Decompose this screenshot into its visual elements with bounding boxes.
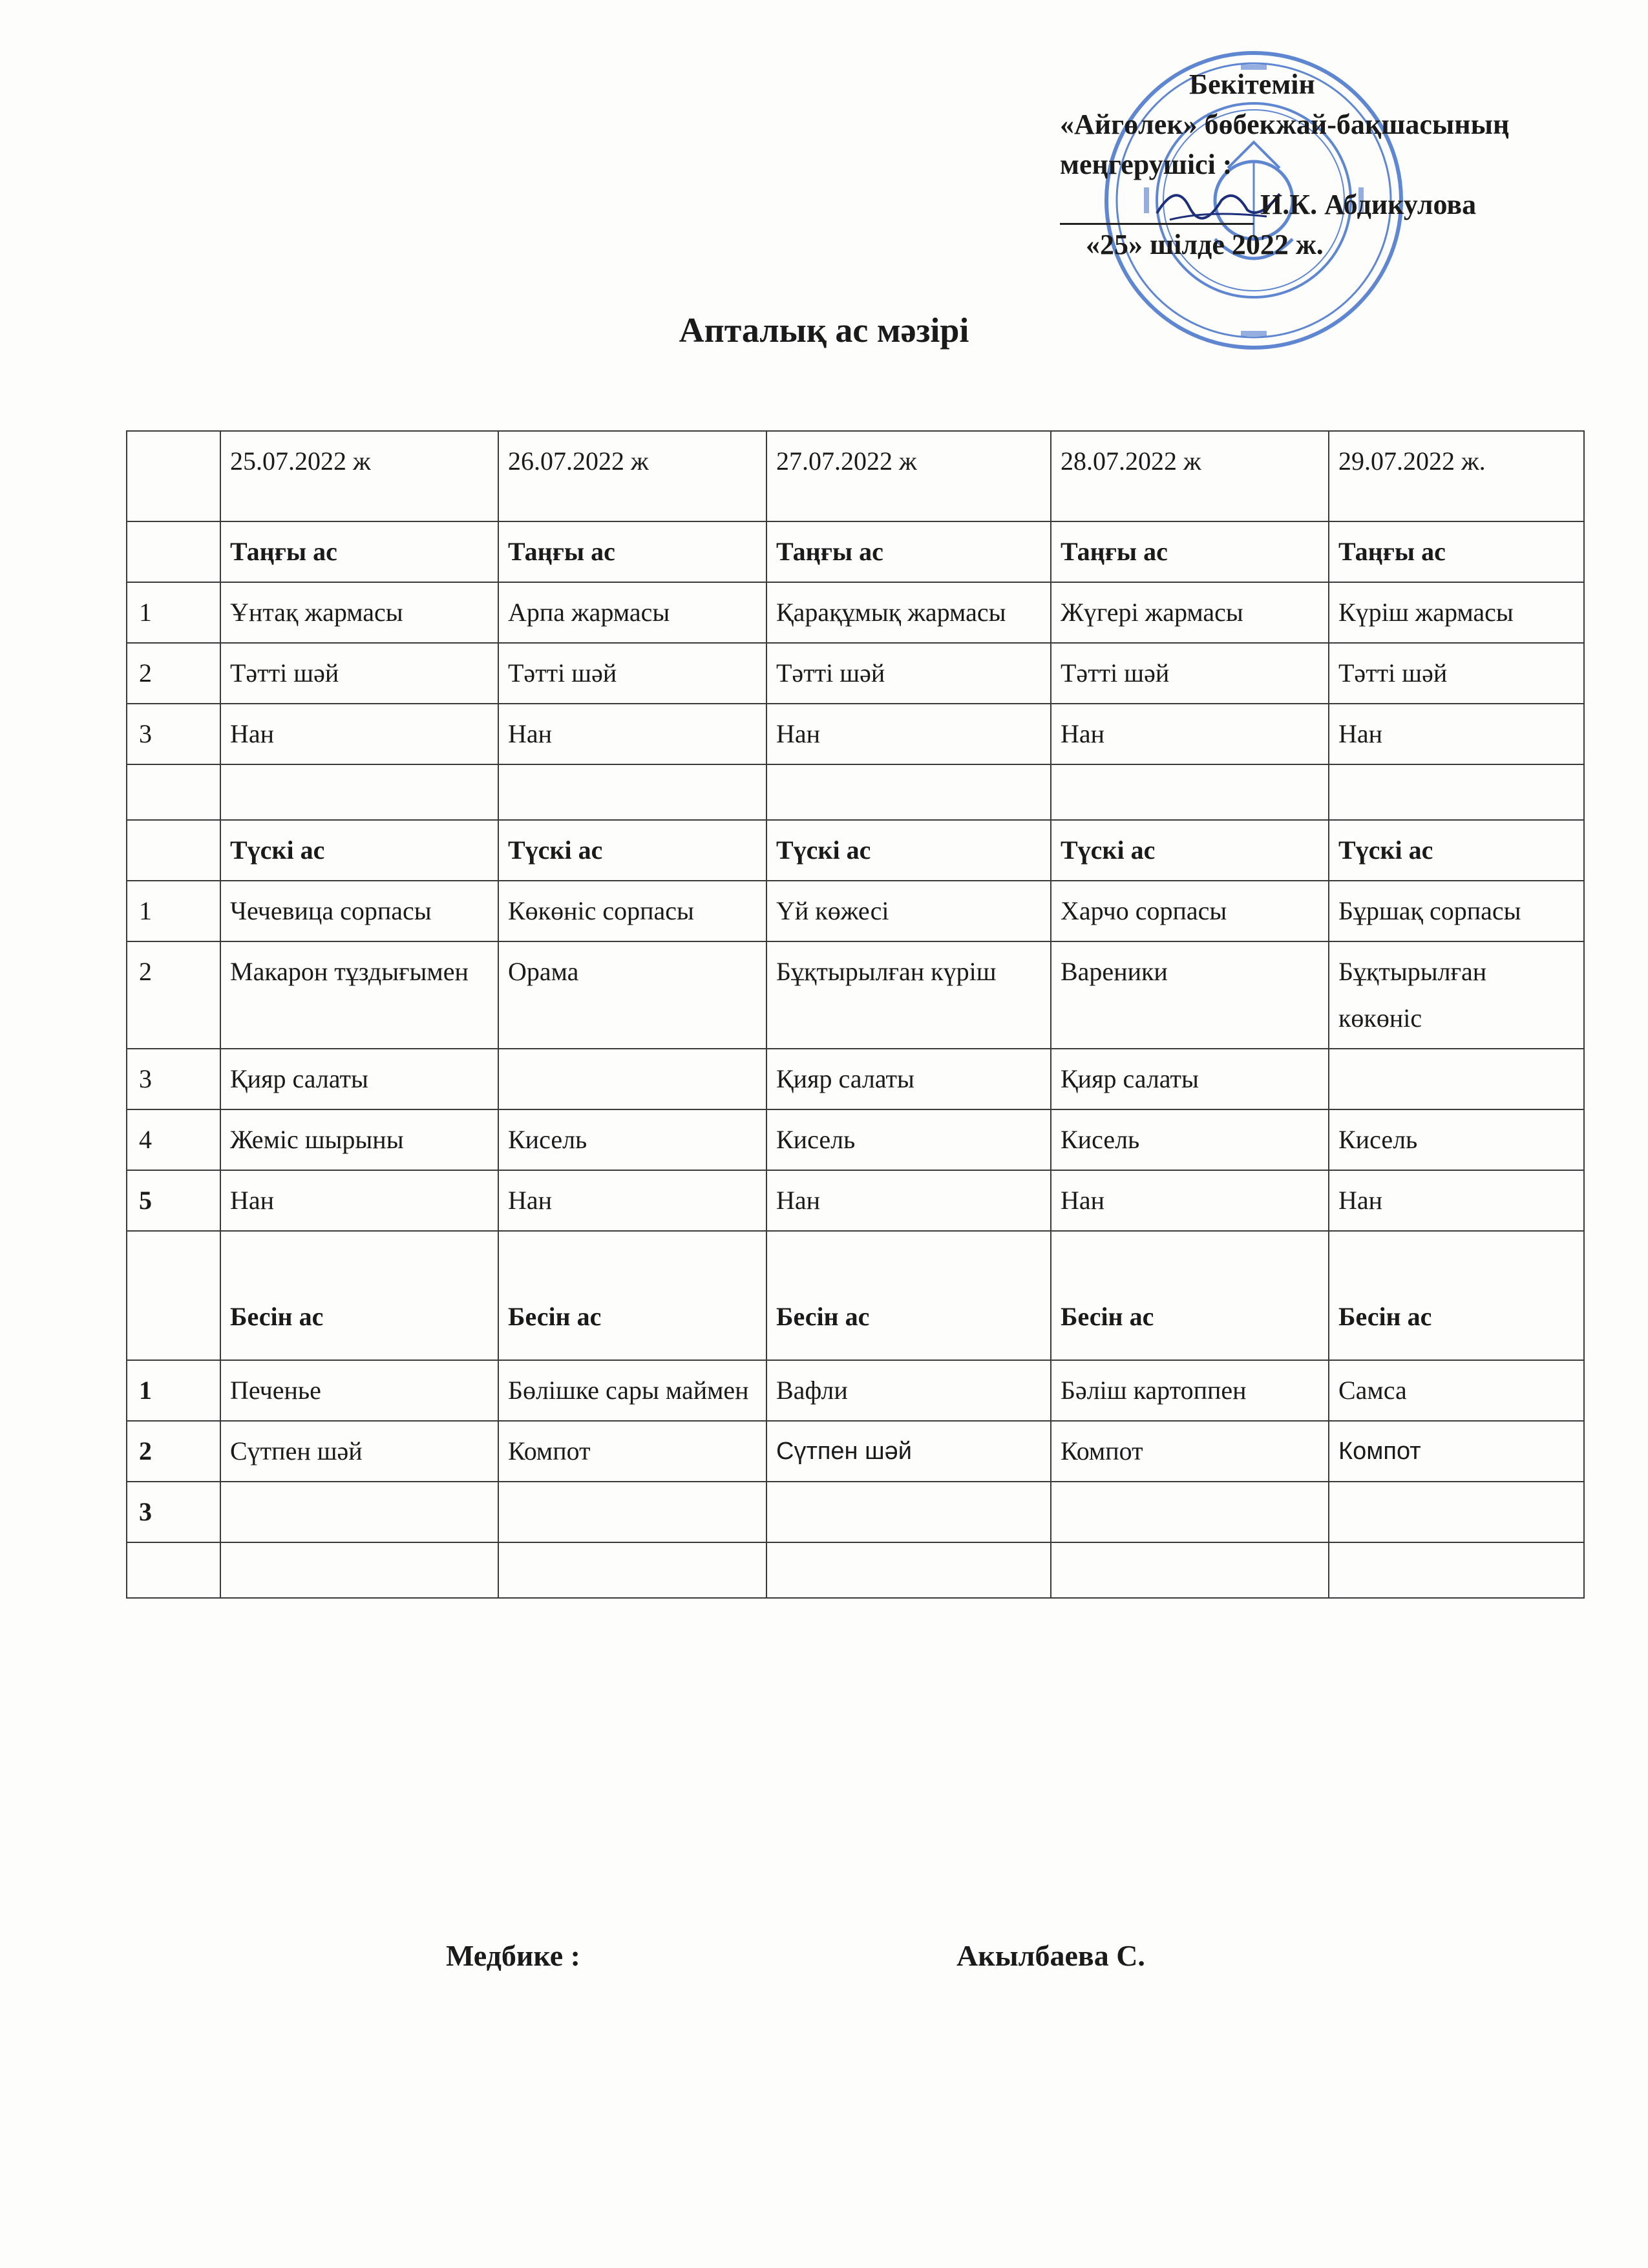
row-number: 2 [127,941,220,1049]
meal-header: Таңғы ас [766,521,1051,582]
table-row [127,1421,1584,1482]
dish-cell: Жеміс шырыны [220,1109,498,1170]
dish-cell: Нан [220,1170,498,1231]
meal-header: Таңғы ас [1329,521,1584,582]
approval-name: И.К. Абдикулова [1260,189,1477,220]
dish-cell: Нан [766,1170,1051,1231]
dish-cell: Компот [1051,1421,1329,1482]
meal-header: Түскі ас [1329,820,1584,881]
empty-cell [127,1231,220,1360]
table-row [127,643,1584,704]
row-number: 3 [127,1482,220,1542]
empty-cell [220,764,498,820]
dish-cell: Кисель [1051,1109,1329,1170]
dish-cell: Тәтті шәй [1329,643,1584,704]
dish-cell: Сүтпен шәй [220,1421,498,1482]
empty-cell [1051,1542,1329,1598]
approval-block [1060,65,1590,265]
meal-header: Түскі ас [766,820,1051,881]
dish-cell: Печенье [220,1360,498,1421]
dish-cell: Ұнтақ жармасы [220,582,498,643]
row-number: 2 [127,643,220,704]
dates-row [127,431,1584,521]
lunch-header-row [127,820,1584,881]
dish-cell: Нан [498,704,766,764]
empty-row [127,1542,1584,1598]
approval-organization: «Айгөлек» бөбекжай-бақшасының [1060,109,1510,140]
dish-cell [220,1482,498,1542]
footer-name: Акылбаева С. [956,1939,1145,1972]
meal-header: Түскі ас [220,820,498,881]
dish-cell: Вафли [766,1360,1051,1421]
date-cell: 25.07.2022 ж [220,431,498,521]
empty-cell [1329,764,1584,820]
empty-cell [127,521,220,582]
dish-cell: Қияр салаты [766,1049,1051,1109]
dish-cell: Кисель [766,1109,1051,1170]
footer-role: Медбике : [446,1939,580,1972]
dish-cell: Харчо сорпасы [1051,881,1329,941]
meal-header: Бесін ас [498,1231,766,1360]
dish-cell: Чечевица сорпасы [220,881,498,941]
dish-cell: Бұршақ сорпасы [1329,881,1584,941]
dish-cell: Бөлішке сары маймен [498,1360,766,1421]
date-cell: 26.07.2022 ж [498,431,766,521]
date-cell: 27.07.2022 ж [766,431,1051,521]
dish-cell: Компот [498,1421,766,1482]
row-number: 3 [127,704,220,764]
table-row [127,704,1584,764]
dish-cell: Кисель [498,1109,766,1170]
row-number: 1 [127,1360,220,1421]
dish-cell: Нан [766,704,1051,764]
row-number: 1 [127,582,220,643]
dish-cell [1051,1482,1329,1542]
dish-cell: Нан [498,1170,766,1231]
empty-cell [1329,1542,1584,1598]
page-title: Апталық ас мәзірі [679,311,969,350]
dish-cell: Тәтті шәй [766,643,1051,704]
meal-header: Бесін ас [220,1231,498,1360]
corner-cell [127,431,220,521]
row-number: 3 [127,1049,220,1109]
table-row [127,881,1584,941]
dish-cell: Кисель [1329,1109,1584,1170]
weekly-menu-table [126,430,1585,1599]
empty-cell [127,1542,220,1598]
dish-cell: Тәтті шәй [220,643,498,704]
dish-cell: Арпа жармасы [498,582,766,643]
row-number: 4 [127,1109,220,1170]
table-row [127,1360,1584,1421]
dish-cell [498,1049,766,1109]
dish-cell: Бұқтырылған көкөніс [1329,941,1584,1049]
empty-cell [498,764,766,820]
dish-cell: Бұқтырылған күріш [766,941,1051,1049]
dish-cell: Нан [220,704,498,764]
dish-cell: Компот [1329,1421,1584,1482]
dish-cell: Вареники [1051,941,1329,1049]
empty-cell [127,820,220,881]
dish-cell [1329,1482,1584,1542]
dish-cell: Күріш жармасы [1329,582,1584,643]
table-row [127,941,1584,1049]
meal-header: Түскі ас [498,820,766,881]
dish-cell: Үй көжесі [766,881,1051,941]
meal-header: Түскі ас [1051,820,1329,881]
meal-header: Бесін ас [1329,1231,1584,1360]
empty-row [127,764,1584,820]
table-row [127,1482,1584,1542]
row-number: 5 [127,1170,220,1231]
row-number: 2 [127,1421,220,1482]
dish-cell: Нан [1051,1170,1329,1231]
dish-cell: Тәтті шәй [498,643,766,704]
table-row [127,1109,1584,1170]
dish-cell: Самса [1329,1360,1584,1421]
dish-cell: Бәліш картоппен [1051,1360,1329,1421]
date-cell: 28.07.2022 ж [1051,431,1329,521]
date-cell: 29.07.2022 ж. [1329,431,1584,521]
approval-signature-line [1060,185,1590,225]
dish-cell: Қарақұмық жармасы [766,582,1051,643]
snack-header-row [127,1231,1584,1360]
dish-cell: Қияр салаты [220,1049,498,1109]
dish-cell: Нан [1329,1170,1584,1231]
table-row [127,582,1584,643]
dish-cell: Қияр салаты [1051,1049,1329,1109]
dish-cell: Жүгері жармасы [1051,582,1329,643]
dish-cell [1329,1049,1584,1109]
approval-title: Бекітемін [1189,68,1315,100]
empty-cell [766,764,1051,820]
meal-header: Таңғы ас [220,521,498,582]
dish-cell: Орама [498,941,766,1049]
empty-cell [498,1542,766,1598]
meal-header: Бесін ас [766,1231,1051,1360]
dish-cell: Нан [1329,704,1584,764]
meal-header: Таңғы ас [498,521,766,582]
empty-cell [1051,764,1329,820]
dish-cell [498,1482,766,1542]
empty-cell [220,1542,498,1598]
breakfast-header-row [127,521,1584,582]
dish-cell: Сүтпен шәй [766,1421,1051,1482]
table-row [127,1170,1584,1231]
dish-cell: Тәтті шәй [1051,643,1329,704]
dish-cell: Макарон тұздығымен [220,941,498,1049]
table-row [127,1049,1584,1109]
meal-header: Бесін ас [1051,1231,1329,1360]
dish-cell [766,1482,1051,1542]
empty-cell [766,1542,1051,1598]
dish-cell: Нан [1051,704,1329,764]
approval-position: меңгерушісі : [1060,149,1232,180]
dish-cell: Көкөніс сорпасы [498,881,766,941]
empty-cell [127,764,220,820]
row-number: 1 [127,881,220,941]
approval-date: «25» шілде 2022 ж. [1086,229,1324,260]
meal-header: Таңғы ас [1051,521,1329,582]
